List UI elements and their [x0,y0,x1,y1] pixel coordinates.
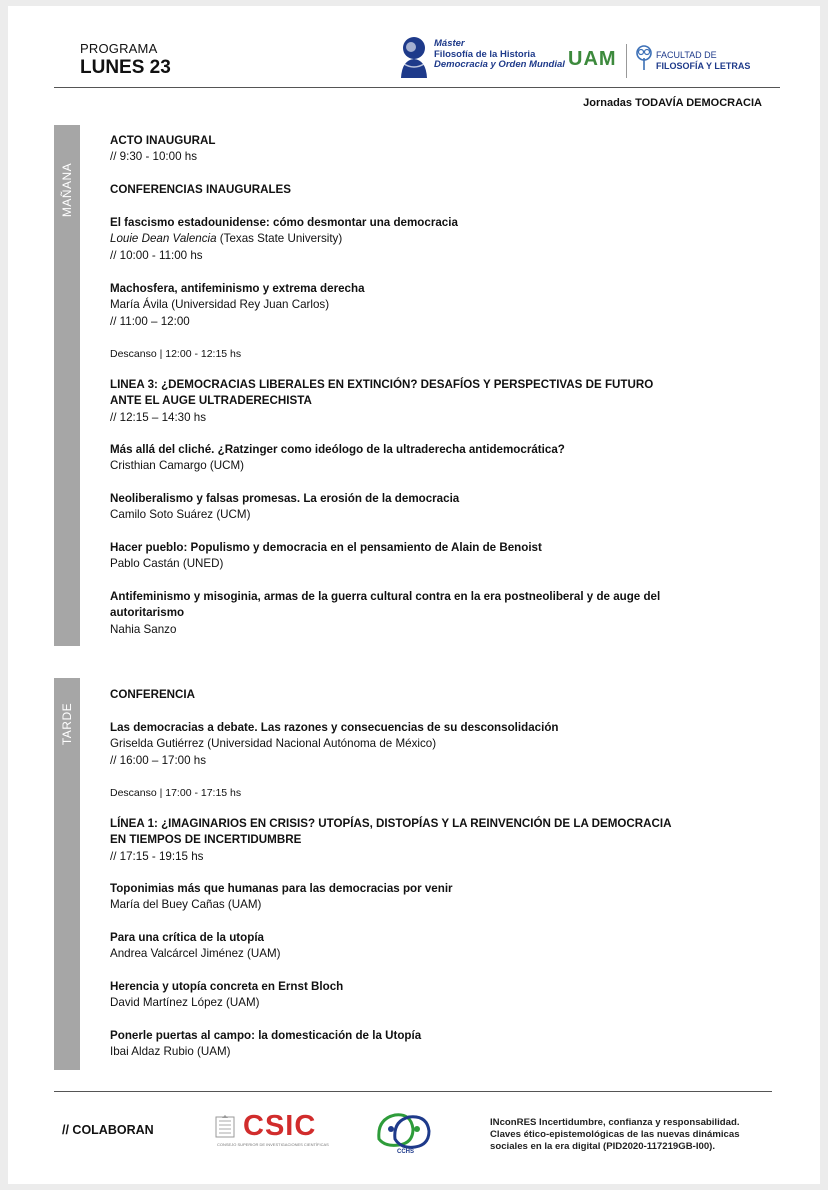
talk-title: Para una crítica de la utopía [110,931,264,944]
talk-speaker: Pablo Castán (UNED) [110,557,224,571]
talk-title-line1: Antifeminismo y misoginia, armas de la guerra cultural contra en la era postneoliberal y de auge del [110,590,661,603]
program-label: PROGRAMA [80,41,158,56]
talk-affiliation: (Texas State University) [216,232,343,246]
master-logo-line1: Máster [434,38,465,49]
csic-logo [213,1110,333,1147]
master-logo-line3: Democracia y Orden Mundial [434,59,565,70]
cchs-faces-icon [373,1109,437,1149]
linea-1 [110,816,750,865]
afternoon-talk-1 [110,720,750,769]
acto-time: // 9:30 - 10:00 hs [110,150,198,164]
cchs-wordmark: CCHS [397,1149,415,1155]
linea-title-line2: ANTE EL AUGE ULTRADERECHISTA [110,394,312,408]
afternoon-talk-2 [110,881,750,914]
afternoon-talk-5 [110,1028,750,1061]
program-page [8,6,820,1184]
linea-title-line2: EN TIEMPOS DE INCERTIDUMBRE [110,833,302,847]
talk-speaker: Andrea Valcárcel Jiménez (UAM) [110,947,281,961]
csic-crest-icon [213,1113,237,1141]
footer-divider [54,1091,772,1092]
master-logo-line2: Filosofía de la Historia [434,48,536,60]
morning-talk-6 [110,589,750,638]
talk-title: Herencia y utopía concreta en Ernst Bloch [110,980,344,993]
morning-label: MAÑANA [60,162,74,218]
morning-talk-2 [110,281,750,330]
talk-title: El fascismo estadounidense: cómo desmontar una democracia [110,216,458,229]
talk-time: // 11:00 – 12:00 [110,314,190,328]
acto-inaugural [110,133,750,166]
talk-speaker: María Ávila (Universidad Rey Juan Carlos) [110,298,330,312]
talk-speaker: Cristhian Camargo (UCM) [110,459,244,473]
talk-title: Machosfera, antifeminismo y extrema derecha [110,282,365,295]
conferencias-title: CONFERENCIAS INAUGURALES [110,183,291,196]
linea-title-line1: LINEA 3: ¿DEMOCRACIAS LIBERALES EN EXTINCIÓN? DESAFÍOS Y PERSPECTIVAS DE FUTURO [110,378,654,391]
inconres-line2: Claves ético-epistemológicas de las nuevas dinámicas [490,1128,740,1140]
morning-break: Descanso | 12:00 - 12:15 hs [110,348,242,360]
talk-title: Neoliberalismo y falsas promesas. La erosión de la democracia [110,492,460,505]
header-divider [54,87,780,88]
afternoon-label: TARDE [60,702,74,746]
talk-speaker: Ibai Aldaz Rubio (UAM) [110,1045,231,1059]
morning-talk-3 [110,442,750,475]
faculty-logo [634,44,784,80]
inconres-project [490,1117,790,1152]
master-logo [396,34,566,82]
faculty-logo-line2: FILOSOFÍA Y LETRAS [656,61,751,71]
talk-title: Hacer pueblo: Populismo y democracia en el pensamiento de Alain de Benoist [110,541,542,554]
afternoon-talk-3 [110,930,750,963]
talk-speaker: Louie Dean Valencia [110,232,217,246]
linea-time: // 12:15 – 14:30 hs [110,410,207,424]
cchs-logo [373,1109,437,1159]
linea-3 [110,377,750,426]
acto-title: ACTO INAUGURAL [110,134,216,147]
faculty-logo-line1: FACULTAD DE [656,50,717,60]
afternoon-talk-4 [110,979,750,1012]
morning-sidebar [54,125,80,646]
inconres-line1: INconRES Incertidumbre, confianza y responsabilidad. [490,1117,740,1128]
inconres-line3: sociales en la era digital (PID2020-117219GB-I00). [490,1140,716,1152]
talk-title: Toponimias más que humanas para las democracias por venir [110,882,453,895]
linea-title-line1: LÍNEA 1: ¿IMAGINARIOS EN CRISIS? UTOPÍAS, DISTOPÍAS Y LA REINVENCIÓN DE LA DEMOCRACIA [110,817,672,830]
talk-speaker: Camilo Soto Suárez (UCM) [110,508,251,522]
linea-time: // 17:15 - 19:15 hs [110,849,204,863]
talk-speaker: David Martínez López (UAM) [110,996,260,1010]
colaboran-label: // COLABORAN [62,1123,154,1137]
morning-talk-1 [110,215,750,264]
talk-title-line2: autoritarismo [110,606,185,620]
csic-subtitle: CONSEJO SUPERIOR DE INVESTIGACIONES CIENTÍFICAS [217,1142,329,1147]
talk-title: Las democracias a debate. Las razones y consecuencias de su desconsolidación [110,721,559,734]
logo-divider [626,44,627,78]
uam-logo: UAM [568,48,617,70]
morning-talk-5 [110,540,750,573]
talk-time: // 16:00 – 17:00 hs [110,753,207,767]
day-title: LUNES 23 [80,57,171,78]
talk-speaker: María del Buey Cañas (UAM) [110,898,262,912]
conferencia-title: CONFERENCIA [110,688,196,701]
jornadas-title: Jornadas TODAVÍA DEMOCRACIA [583,97,762,109]
talk-speaker: Griselda Gutiérrez (Universidad Nacional Autónoma de México) [110,737,437,751]
morning-talk-4 [110,491,750,524]
talk-time: // 10:00 - 11:00 hs [110,248,203,262]
philosopher-bust-icon [396,34,432,80]
tree-icon [634,44,654,72]
csic-wordmark: CSIC [243,1110,317,1142]
afternoon-sidebar [54,678,80,1070]
talk-title: Más allá del cliché. ¿Ratzinger como ideólogo de la ultraderecha antidemocrática? [110,443,565,456]
talk-speaker: Nahia Sanzo [110,622,177,636]
talk-title: Ponerle puertas al campo: la domesticación de la Utopía [110,1029,422,1042]
afternoon-break: Descanso | 17:00 - 17:15 hs [110,787,242,799]
